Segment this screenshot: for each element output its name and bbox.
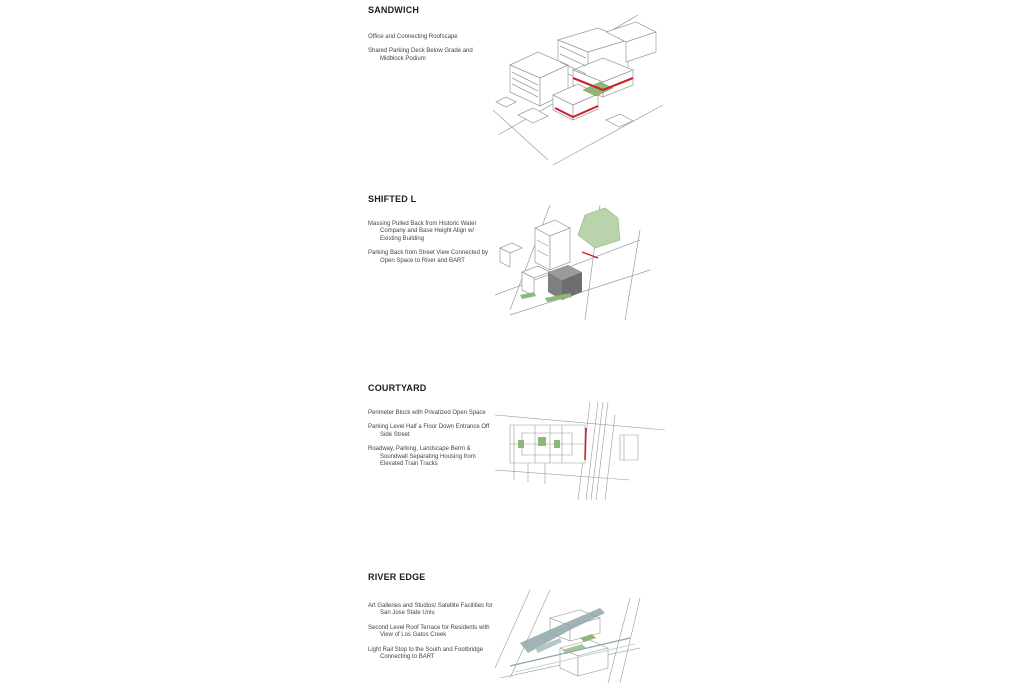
section-title: COURTYARD	[368, 383, 427, 393]
section-note: Office and Connecting Roofscape	[368, 34, 458, 40]
section-note: Art Galleries and Studios/ Satellite Facilities for San Jose State Univ.	[368, 603, 493, 617]
river-edge-axonometric-diagram	[490, 588, 645, 683]
sandwich-axonometric-diagram	[488, 10, 668, 170]
section-note: Perimeter Block with Privatized Open Space	[368, 410, 486, 416]
shifted-l-axonometric-diagram	[490, 200, 655, 325]
section-title: SANDWICH	[368, 5, 420, 15]
section-title: RIVER EDGE	[368, 572, 426, 582]
section-note: Light Rail Stop to the South and Footbridge Connecting to BART	[368, 646, 484, 661]
courtyard-axonometric-diagram	[490, 400, 670, 505]
section-note: Massing Pulled Back from Historic Water Company and Base Height Align w/ Existing Building	[368, 221, 477, 242]
section-note: Shared Parking Deck Below Grade and Midblock Podium	[368, 48, 473, 62]
section-note: Parking Level Half a Floor Down Entrance Off Side Street	[368, 424, 490, 438]
section-title: SHIFTED L	[368, 194, 417, 204]
section-note: Parking Back from Street View Connected by Open Space to River and BART	[368, 250, 488, 264]
section-note: Second Level Roof Terrace for Residents with View of Los Gatos Creek	[368, 624, 490, 639]
section-note: Roadway, Parking, Landscape Berm & Soundwall Separating Housing from Elevated Train Tracks	[368, 446, 476, 468]
